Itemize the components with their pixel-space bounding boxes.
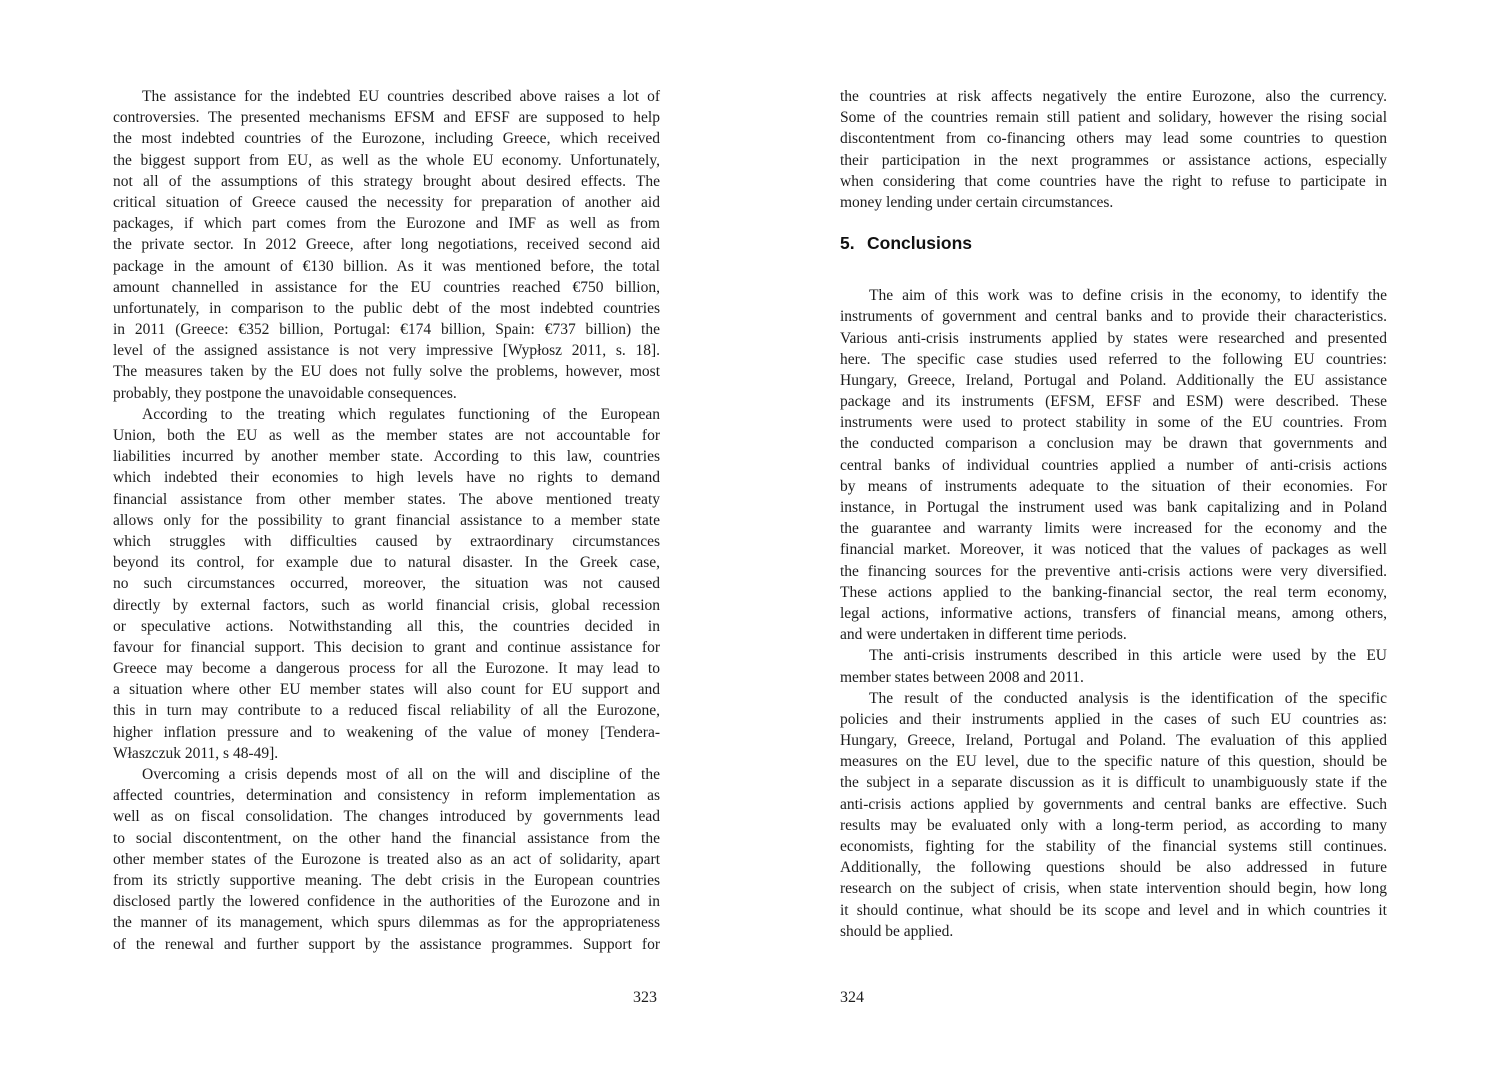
text-line: instruments of government and central banks and to provide their characteristics.	[840, 308, 1387, 326]
section-title: Conclusions	[867, 233, 973, 254]
text-line: the subject in a separate discussion as it is difficult to unambiguously state if the	[840, 774, 1387, 792]
text-line: The aim of this work was to define crisis in the economy, to identify the	[869, 287, 1387, 305]
text-line: affected countries, determination and consistency in reform implementation as	[113, 787, 660, 805]
text-line: packages, if which part comes from the Eurozone and IMF as well as from	[113, 215, 660, 233]
text-line: The assistance for the indebted EU countries described above raises a lot of	[142, 88, 660, 105]
text-line: their participation in the next programmes or assistance actions, especially	[840, 151, 1387, 169]
text-line: favour for financial support. This decision to grant and continue assistance for	[113, 638, 660, 656]
text-line: disclosed partly the lowered confidence in the authorities of the Eurozone and in	[113, 893, 660, 911]
text-line: anti-crisis actions applied by governments and central banks are effective. Such	[840, 795, 1387, 813]
text-line: the biggest support from EU, as well as the whole EU economy. Unfortunately,	[113, 151, 660, 169]
text-line: should be applied.	[840, 922, 954, 940]
text-line: discontentment from co-financing others may lead some countries to question	[840, 130, 1387, 148]
text-line: beyond its control, for example due to natural disaster. In the Greek case,	[113, 554, 660, 572]
text-line: These actions applied to the banking-financial sector, the real term economy,	[840, 583, 1387, 601]
text-line: which struggles with difficulties caused by extraordinary circumstances	[113, 532, 660, 550]
text-line: Additionally, the following questions should be also addressed in future	[840, 859, 1387, 877]
text-line: probably, they postpone the unavoidable consequences.	[113, 384, 457, 402]
text-line: central banks of individual countries applied a number of anti-crisis actions	[840, 456, 1387, 474]
right-page-body	[840, 86, 1387, 942]
text-line: Właszczuk 2011, s 48-49].	[113, 744, 279, 762]
right-paragraph	[840, 688, 1387, 942]
text-line: Hungary, Greece, Ireland, Portugal and Poland. Additionally the EU assistance	[840, 371, 1387, 389]
text-line: from its strictly supportive meaning. The debt crisis in the European countries	[113, 871, 660, 889]
text-line: the countries at risk affects negatively the entire Eurozone, also the currency.	[840, 88, 1387, 105]
text-line: Various anti-crisis instruments applied by states were researched and presented	[840, 329, 1387, 347]
text-line: results may be evaluated only with a long-term period, as according to many	[840, 816, 1387, 834]
text-line: Union, both the EU as well as the member states are not accountable for	[113, 427, 660, 444]
text-line: Some of the countries remain still patient and solidary, however the rising social	[840, 109, 1387, 127]
text-line: According to the treating which regulates functioning of the European	[142, 405, 660, 423]
text-line: critical situation of Greece caused the necessity for preparation of another aid	[113, 193, 660, 211]
text-line: package and its instruments (EFSM, EFSF and ESM) were described. These	[840, 393, 1387, 411]
text-line: in 2011 (Greece: €352 billion, Portugal: €174 billion, Spain: €737 billion) the	[113, 321, 660, 339]
text-line: The result of the conducted analysis is the identification of the specific	[869, 689, 1387, 707]
text-line: money lending under certain circumstances.	[840, 193, 1114, 211]
text-line: measures on the EU level, due to the specific nature of this question, should be	[840, 753, 1387, 771]
right-page	[750, 0, 1500, 1068]
text-line: controversies. The presented mechanisms EFSM and EFSF are supposed to help	[113, 109, 660, 127]
text-line: research on the subject of crisis, when state intervention should begin, how long	[840, 880, 1387, 898]
text-line: economists, fighting for the stability of the financial systems still continues.	[840, 838, 1387, 855]
text-line: financial market. Moreover, it was noticed that the values of packages as well	[840, 541, 1387, 559]
text-line: the conducted comparison a conclusion may be drawn that governments and	[840, 435, 1387, 453]
text-line: to social discontentment, on the other hand the financial assistance from the	[113, 829, 660, 847]
text-line: unfortunately, in comparison to the public debt of the most indebted countries	[113, 299, 660, 317]
text-line: The measures taken by the EU does not fully solve the problems, however, most	[113, 363, 660, 381]
text-line: directly by external factors, such as world financial crisis, global recession	[113, 596, 660, 614]
text-line: well as on fiscal consolidation. The changes introduced by governments lead	[113, 808, 660, 826]
text-line: the private sector. In 2012 Greece, after long negotiations, received second aid	[113, 236, 660, 254]
right-paragraph	[840, 645, 1387, 687]
text-line: allows only for the possibility to grant financial assistance to a member state	[113, 511, 660, 529]
text-line: of the renewal and further support by the assistance programmes. Support for	[113, 935, 660, 953]
text-line: member states between 2008 and 2011.	[840, 668, 1084, 686]
text-line: the guarantee and warranty limits were increased for the economy and the	[840, 520, 1387, 538]
text-line: higher inflation pressure and to weakening of the value of money [Tendera-	[113, 723, 660, 741]
left-paragraph	[113, 764, 660, 955]
text-line: legal actions, informative actions, transfers of financial means, among others,	[840, 604, 1387, 622]
text-line: no such circumstances occurred, moreover, the situation was not caused	[113, 575, 660, 593]
page-number: 323	[633, 989, 657, 1006]
text-line: or speculative actions. Notwithstanding all this, the countries decided in	[113, 617, 660, 635]
text-line: policies and their instruments applied in the cases of such EU countries as:	[840, 710, 1387, 728]
text-line: Greece may become a dangerous process for all the Eurozone. It may lead to	[113, 660, 660, 678]
text-line: when considering that come countries have the right to refuse to participate in	[840, 172, 1387, 190]
text-line: which indebted their economies to high levels have no rights to demand	[113, 469, 660, 487]
text-line: not all of the assumptions of this strategy brought about desired effects. The	[113, 172, 660, 190]
right-paragraph	[840, 285, 1387, 645]
text-line: Hungary, Greece, Ireland, Portugal and Poland. The evaluation of this applied	[840, 732, 1387, 750]
text-line: the financing sources for the preventive anti-crisis actions were very diversified.	[840, 562, 1387, 580]
text-line: instance, in Portugal the instrument used was bank capitalizing and in Poland	[840, 499, 1387, 516]
text-line: amount channelled in assistance for the EU countries reached €750 billion,	[113, 278, 660, 296]
text-line: The anti-crisis instruments described in this article were used by the EU	[869, 647, 1387, 665]
left-paragraph	[113, 86, 660, 404]
text-line: a situation where other EU member states will also count for EU support and	[113, 681, 660, 699]
text-line: the most indebted countries of the Eurozone, including Greece, which received	[113, 130, 660, 148]
text-line: this in turn may contribute to a reduced fiscal reliability of all the Eurozone,	[113, 702, 660, 720]
text-line: and were undertaken in different time periods.	[840, 626, 1127, 644]
text-line: the manner of its management, which spurs dilemmas as for the appropriateness	[113, 914, 660, 932]
text-line: financial assistance from other member states. The above mentioned treaty	[113, 490, 660, 508]
section-number: 5.	[840, 233, 855, 254]
text-line: liabilities incurred by another member state. According to this law, countries	[113, 448, 660, 466]
text-line: other member states of the Eurozone is treated also as an act of solidarity, apart	[113, 850, 660, 868]
left-paragraph	[113, 404, 660, 764]
continued-paragraph	[840, 86, 1387, 213]
text-line: here. The specific case studies used referred to the following EU countries:	[840, 350, 1387, 368]
text-line: it should continue, what should be its scope and level and in which countries it	[840, 901, 1387, 919]
text-line: package in the amount of €130 billion. As it was mentioned before, the total	[113, 257, 660, 275]
text-line: level of the assigned assistance is not very impressive [Wypłosz 2011, s. 18].	[113, 342, 660, 360]
text-line: by means of instruments adequate to the situation of their economies. For	[840, 477, 1387, 495]
section-heading	[840, 223, 1387, 263]
text-line: Overcoming a crisis depends most of all on the will and discipline of the	[142, 766, 660, 783]
page-number: 324	[840, 989, 864, 1006]
left-page-body	[113, 86, 660, 955]
text-line: instruments were used to protect stability in some of the EU countries. From	[840, 414, 1387, 432]
